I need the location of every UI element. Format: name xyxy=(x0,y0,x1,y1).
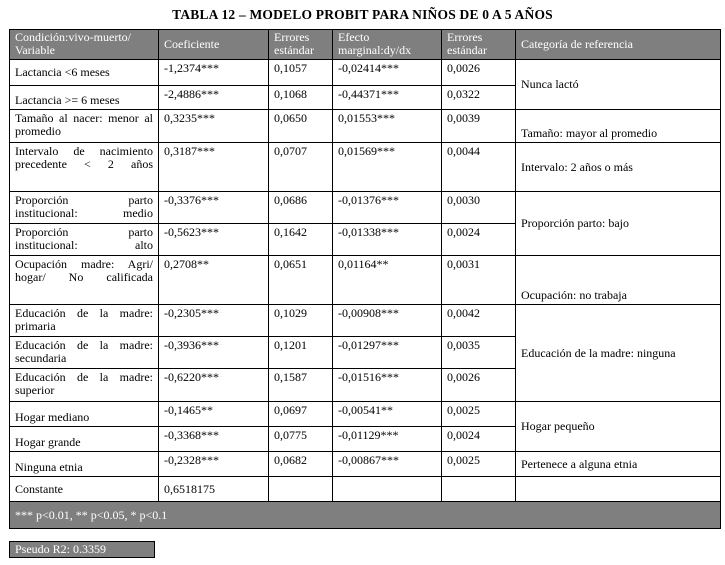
significance-note: *** p<0.01, ** p<0.05, * p<0.1 xyxy=(10,502,721,529)
cell-coef: -1,2374*** xyxy=(159,60,269,86)
cell-variable: Ocupación madre: Agri/ hogar/ No calificada xyxy=(10,256,159,305)
table-row xyxy=(10,477,721,502)
cell-se: 0,0686 xyxy=(269,192,333,224)
cell-se2: 0,0026 xyxy=(442,60,516,86)
cell-variable: Educación de la madre: superior xyxy=(10,369,159,402)
cell-variable: Proporción parto institucional: medio xyxy=(10,192,159,224)
cell-me: 0,01164** xyxy=(333,256,442,305)
cell-se2: 0,0024 xyxy=(442,427,516,452)
cell-se xyxy=(269,477,333,502)
cell-reference: Hogar pequeño xyxy=(516,402,721,452)
cell-me: 0,01569*** xyxy=(333,143,442,192)
cell-se2: 0,0024 xyxy=(442,224,516,256)
cell-coef: -2,4886*** xyxy=(159,86,269,110)
cell-variable: Tamaño al nacer: menor al promedio xyxy=(10,110,159,143)
cell-se2: 0,0031 xyxy=(442,256,516,305)
cell-se: 0,1642 xyxy=(269,224,333,256)
cell-se2 xyxy=(442,477,516,502)
cell-se: 0,0682 xyxy=(269,452,333,477)
cell-variable: Lactancia <6 meses xyxy=(10,60,159,86)
cell-se2: 0,0044 xyxy=(442,143,516,192)
cell-me: -0,00541** xyxy=(333,402,442,427)
cell-se2: 0,0026 xyxy=(442,369,516,402)
cell-me xyxy=(333,477,442,502)
cell-se2: 0,0042 xyxy=(442,305,516,337)
cell-reference: Pertenece a alguna etnia xyxy=(516,452,721,477)
cell-me: -0,01297*** xyxy=(333,337,442,369)
cell-se: 0,0650 xyxy=(269,110,333,143)
cell-variable: Educación de la madre: secundaria xyxy=(10,337,159,369)
cell-variable: Intervalo de nacimiento precedente < 2 años xyxy=(10,143,159,192)
cell-me: -0,02414*** xyxy=(333,60,442,86)
note-row xyxy=(10,502,721,529)
header-se2: Errores estándar xyxy=(442,30,516,60)
cell-se2: 0,0322 xyxy=(442,86,516,110)
cell-se: 0,0697 xyxy=(269,402,333,427)
cell-se: 0,1201 xyxy=(269,337,333,369)
cell-variable: Lactancia >= 6 meses xyxy=(10,86,159,110)
cell-se: 0,0651 xyxy=(269,256,333,305)
table-row xyxy=(10,192,721,224)
cell-coef: -0,2305*** xyxy=(159,305,269,337)
pseudo-r2: Pseudo R2: 0.3359 xyxy=(9,541,155,558)
cell-me: -0,44371*** xyxy=(333,86,442,110)
cell-se: 0,1029 xyxy=(269,305,333,337)
header-ref: Categoría de referencia xyxy=(516,30,721,60)
cell-se: 0,1057 xyxy=(269,60,333,86)
cell-se2: 0,0030 xyxy=(442,192,516,224)
cell-coef: 0,3235*** xyxy=(159,110,269,143)
cell-coef: 0,3187*** xyxy=(159,143,269,192)
header-variable: Condición:vivo-muerto/ Variable xyxy=(10,30,159,60)
table-row xyxy=(10,305,721,337)
cell-coef: -0,6220*** xyxy=(159,369,269,402)
header-coef: Coeficiente xyxy=(159,30,269,60)
header-se: Errores estándar xyxy=(269,30,333,60)
table-row xyxy=(10,60,721,86)
cell-me: -0,01376*** xyxy=(333,192,442,224)
cell-variable: Hogar grande xyxy=(10,427,159,452)
table-title: TABLA 12 – MODELO PROBIT PARA NIÑOS DE 0 A 5 AÑOS xyxy=(172,7,553,22)
cell-se: 0,0707 xyxy=(269,143,333,192)
cell-coef: 0,2708** xyxy=(159,256,269,305)
cell-reference: Educación de la madre: ninguna xyxy=(516,305,721,402)
cell-me: -0,01129*** xyxy=(333,427,442,452)
cell-variable: Educación de la madre: primaria xyxy=(10,305,159,337)
cell-se: 0,1068 xyxy=(269,86,333,110)
table-row xyxy=(10,110,721,143)
cell-variable: Proporción parto institucional: alto xyxy=(10,224,159,256)
cell-variable: Ninguna etnia xyxy=(10,452,159,477)
cell-me: -0,01338*** xyxy=(333,224,442,256)
cell-coef: -0,3936*** xyxy=(159,337,269,369)
table-row xyxy=(10,402,721,427)
cell-reference xyxy=(516,477,721,502)
cell-coef: -0,2328*** xyxy=(159,452,269,477)
cell-variable: Hogar mediano xyxy=(10,402,159,427)
header-me: Efecto marginal:dy/dx xyxy=(333,30,442,60)
cell-se2: 0,0025 xyxy=(442,402,516,427)
cell-coef: -0,3368*** xyxy=(159,427,269,452)
cell-me: -0,01516*** xyxy=(333,369,442,402)
table-row xyxy=(10,143,721,192)
cell-me: 0,01553*** xyxy=(333,110,442,143)
cell-coef: -0,1465** xyxy=(159,402,269,427)
table-row xyxy=(10,452,721,477)
cell-se: 0,0775 xyxy=(269,427,333,452)
probit-table xyxy=(9,29,721,529)
cell-reference: Proporción parto: bajo xyxy=(516,192,721,256)
cell-coef: -0,5623*** xyxy=(159,224,269,256)
cell-reference: Nunca lactó xyxy=(516,60,721,110)
cell-coef: 0,6518175 xyxy=(159,477,269,502)
header-row xyxy=(10,30,721,60)
cell-coef: -0,3376*** xyxy=(159,192,269,224)
cell-se: 0,1587 xyxy=(269,369,333,402)
cell-me: -0,00908*** xyxy=(333,305,442,337)
cell-se2: 0,0035 xyxy=(442,337,516,369)
cell-variable: Constante xyxy=(10,477,159,502)
cell-reference: Tamaño: mayor al promedio xyxy=(516,110,721,143)
cell-se2: 0,0039 xyxy=(442,110,516,143)
cell-reference: Ocupación: no trabaja xyxy=(516,256,721,305)
cell-se2: 0,0025 xyxy=(442,452,516,477)
cell-reference: Intervalo: 2 años o más xyxy=(516,143,721,192)
table-row xyxy=(10,256,721,305)
cell-me: -0,00867*** xyxy=(333,452,442,477)
